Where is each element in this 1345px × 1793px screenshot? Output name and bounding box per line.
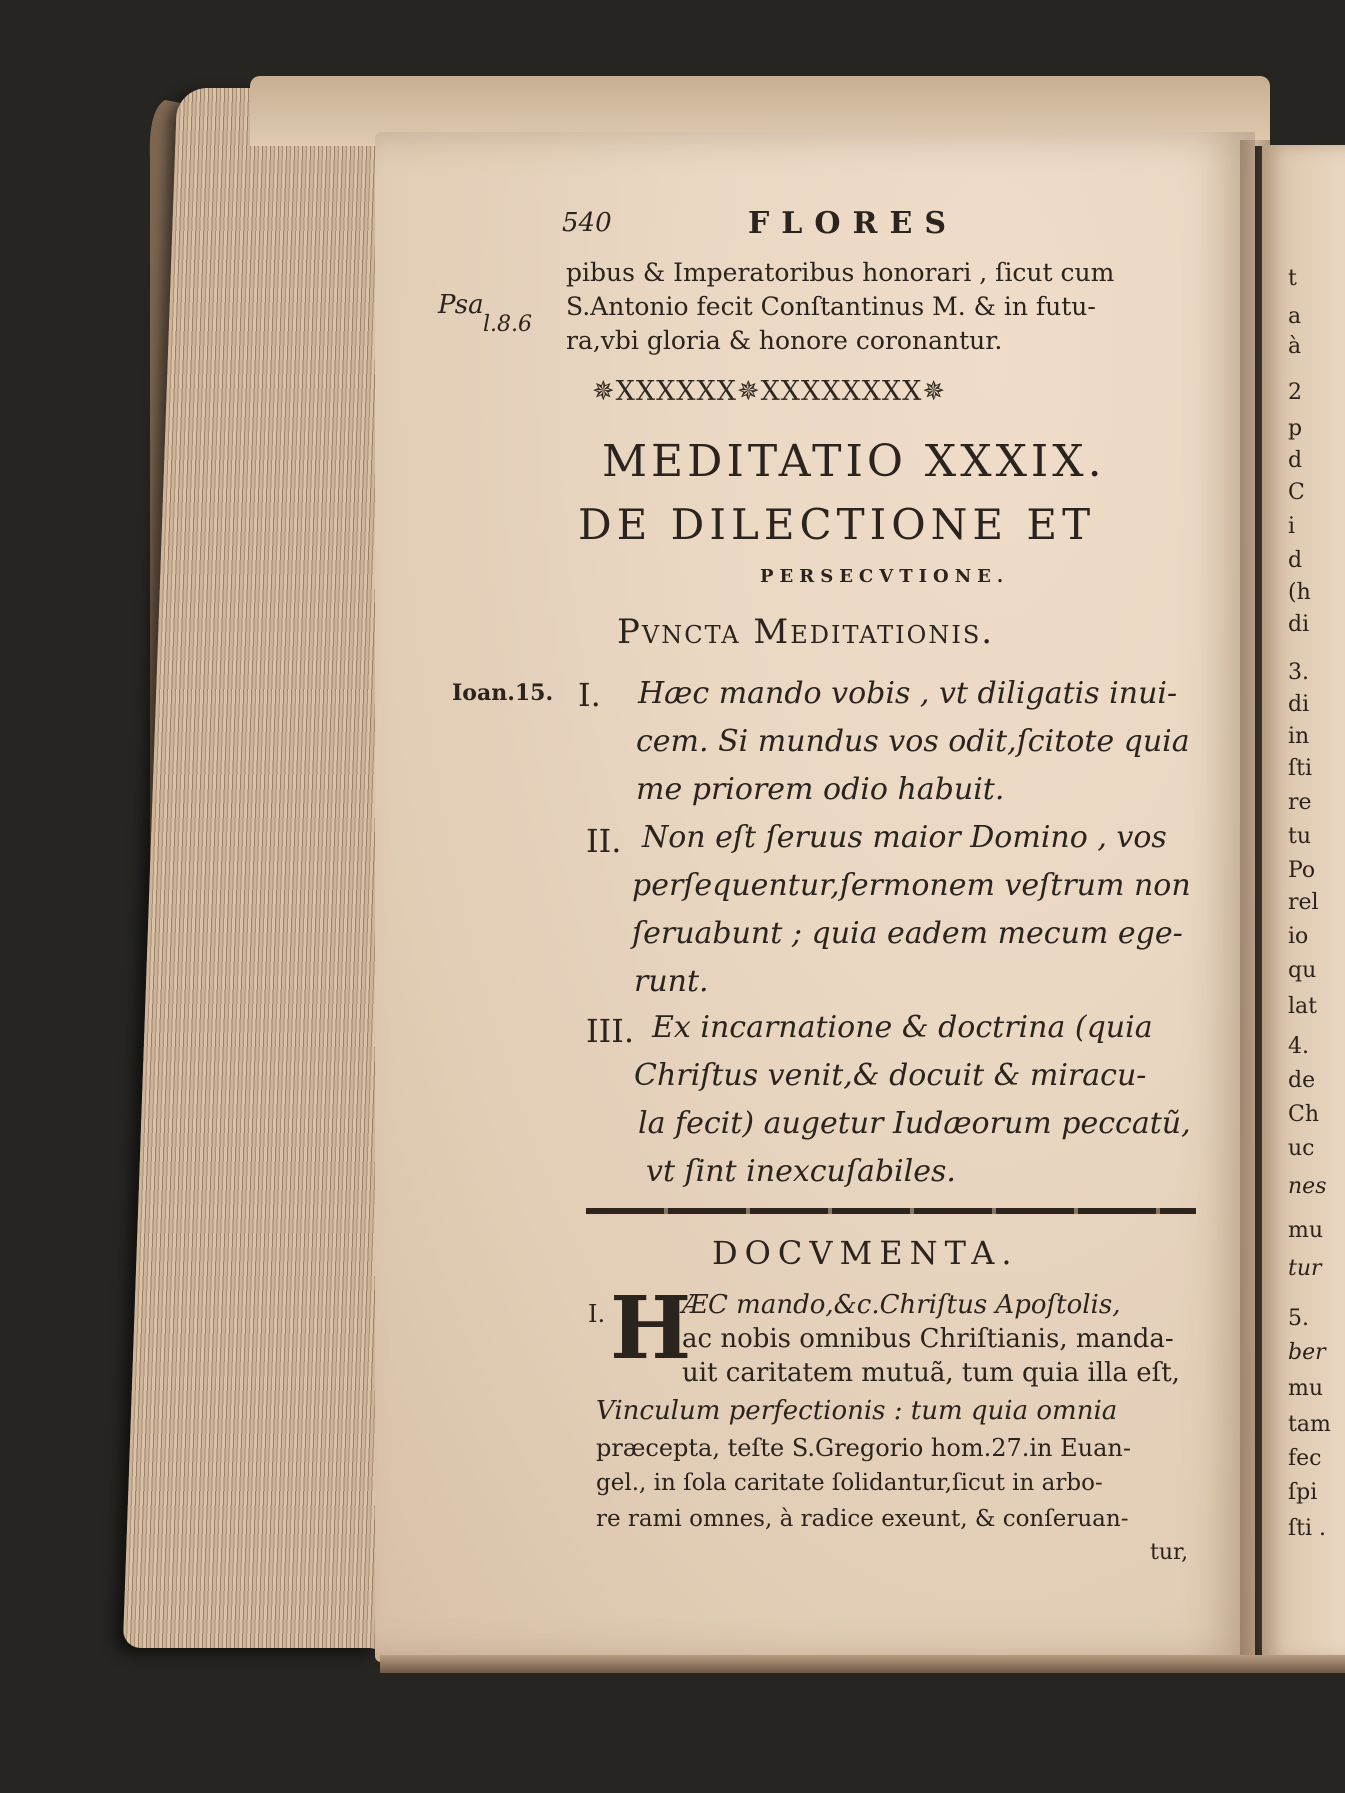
right-page-fragment: ber xyxy=(1288,1340,1326,1365)
right-page-fragment: ſpi xyxy=(1288,1480,1318,1505)
right-page-fragment: i xyxy=(1288,514,1296,539)
right-page-fragment: mu xyxy=(1288,1376,1324,1401)
right-page-fragment: ſti . xyxy=(1288,1516,1327,1541)
right-page-fragment: in xyxy=(1288,724,1310,749)
drop-cap: H xyxy=(610,1278,692,1379)
right-page-fragment: à xyxy=(1288,334,1302,359)
right-page-fragment: Po xyxy=(1288,858,1316,883)
point-number: I. xyxy=(578,676,601,714)
right-page-fragment: d xyxy=(1288,548,1303,573)
right-page-fragment: mu xyxy=(1288,1218,1324,1243)
documenta-number: I. xyxy=(588,1300,606,1328)
section-rule xyxy=(586,1208,1196,1214)
right-page-fragment: tu xyxy=(1288,824,1312,849)
right-page-fragment: io xyxy=(1288,924,1309,949)
point-line: Ex incarnatione & doctrina (quia xyxy=(652,1010,1153,1045)
documenta-line: re rami omnes, à radice exeunt, & conſeruan- xyxy=(596,1506,1129,1532)
point-number: III. xyxy=(586,1012,635,1050)
documenta-line: præcepta, teſte S.Gregorio hom.27.in Euan- xyxy=(596,1434,1131,1462)
point-line: Hæc mando vobis , vt diligatis inui- xyxy=(638,676,1178,711)
right-page-fragment: (h xyxy=(1288,580,1311,605)
book-bottom-edge xyxy=(380,1655,1345,1673)
right-page-fragment: Ch xyxy=(1288,1102,1320,1127)
right-page-fragment: uc xyxy=(1288,1136,1315,1161)
documenta-line: gel., in ſola caritate ſolidantur,ſicut in arbo- xyxy=(596,1470,1103,1496)
right-page-fragment: 2 xyxy=(1288,380,1302,405)
meditation-subtitle-small: PERSECVTIONE. xyxy=(760,566,1010,587)
right-page-fragment: nes xyxy=(1288,1174,1327,1199)
right-page-fragment: 5. xyxy=(1288,1306,1309,1331)
intro-line: S.Antonio fecit Conſtantinus M. & in futu- xyxy=(566,292,1096,321)
right-page-fragment: rel xyxy=(1288,890,1319,915)
right-page-fragment: de xyxy=(1288,1068,1316,1093)
right-page-fragment: fec xyxy=(1288,1446,1322,1471)
intro-line: pibus & Imperatoribus honorari , ſicut cum xyxy=(566,258,1115,287)
right-page-fragment: di xyxy=(1288,612,1310,637)
running-head: FLORES xyxy=(748,206,958,241)
documenta-heading: DOCVMENTA. xyxy=(712,1234,1019,1272)
point-line: me priorem odio habuit. xyxy=(636,772,1005,807)
right-page-fragment: t xyxy=(1288,266,1297,291)
right-page-fragment: re xyxy=(1288,790,1312,815)
ornament-band: ✵XXXXXX✵XXXXXXXX✵ xyxy=(592,376,946,407)
puncta-heading: Pvncta Meditationis. xyxy=(617,612,995,652)
right-page-fragment: C xyxy=(1288,480,1305,505)
margin-note-ioan: Ioan.15. xyxy=(452,680,554,706)
documenta-line: uit caritatem mutuã, tum quia illa eſt, xyxy=(682,1358,1180,1388)
right-page-fragment: di xyxy=(1288,692,1310,717)
meditation-title: MEDITATIO XXXIX. xyxy=(602,436,1106,487)
right-page-fragment: a xyxy=(1288,304,1302,329)
right-page-fragment: 3. xyxy=(1288,660,1309,685)
margin-note-verse: l.8.6 xyxy=(483,312,533,337)
point-line: Chriſtus venit,& docuit & miracu- xyxy=(634,1058,1147,1093)
intro-line: ra,vbi gloria & honore coronantur. xyxy=(566,326,1003,355)
documenta-line: ac nobis omnibus Chriſtianis, manda- xyxy=(682,1324,1174,1354)
point-line: vt ſint inexcuſabiles. xyxy=(646,1154,956,1189)
folio-number: 540 xyxy=(562,208,612,238)
margin-note-psa: Psa xyxy=(438,290,484,320)
right-page-fragment: ſti xyxy=(1288,756,1313,781)
right-page-fragment: 4. xyxy=(1288,1034,1309,1059)
right-page-fragment: p xyxy=(1288,416,1303,441)
point-line: la fecit) augetur Iudæorum peccatũ, xyxy=(638,1106,1191,1141)
point-line: cem. Si mundus vos odit,ſcitote quia xyxy=(636,724,1190,759)
point-line: ſeruabunt ; quia eadem mecum ege- xyxy=(632,916,1183,951)
documenta-line: Vinculum perfectionis : tum quia omnia xyxy=(596,1396,1118,1426)
point-line: runt. xyxy=(634,964,709,999)
right-page-fragment: d xyxy=(1288,448,1303,473)
meditation-subtitle: DE DILECTIONE ET xyxy=(578,500,1096,549)
right-page-fragment: tur xyxy=(1288,1256,1322,1281)
right-page-fragment: tam xyxy=(1288,1412,1331,1437)
point-line: Non eſt ſeruus maior Domino , vos xyxy=(642,820,1167,855)
right-page-fragment: qu xyxy=(1288,958,1317,983)
documenta-line: ÆC mando,&c.Chriſtus Apoſtolis, xyxy=(682,1290,1121,1320)
documenta-line: tur, xyxy=(1150,1540,1189,1565)
right-page-fragment: lat xyxy=(1288,994,1317,1019)
point-number: II. xyxy=(586,822,622,860)
point-line: perſequentur,ſermonem veſtrum non xyxy=(632,868,1191,903)
